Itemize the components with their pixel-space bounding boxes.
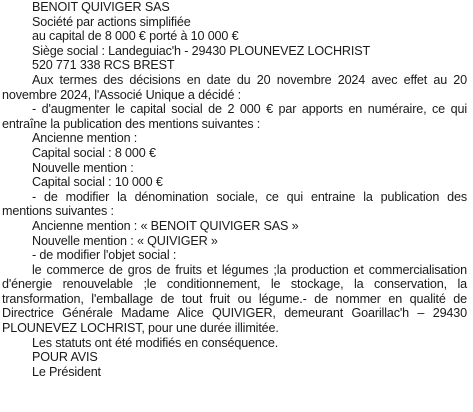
pour-avis: POUR AVIS	[32, 350, 98, 365]
capital-old-value: Capital social : 8 000 €	[32, 145, 156, 160]
object-text: le commerce de gros de fruits et légumes ;la production et commercialisation d'énergie renouvelable ;le conditionnement, le stockage, la conservation, la transformation, l'emballage de tout fruit ou légume.- de nommer en qualité de Directrice Générale Madame Alice QUIVIGER, demeurant Goarillac'h – 29430 PLOUNEVEZ LOCHRIST, pour une durée illimitée.	[2, 262, 467, 336]
registered-office: Siège social : Landeguiac'h - 29430 PLOUNEVEZ LOCHRIST	[32, 43, 371, 58]
object-decision: - de modifier l'objet social :	[32, 248, 177, 263]
capital-decision: - d'augmenter le capital social de 2 000 € par apports en numéraire, ce qui entraîne la publication des mentions suivantes :	[2, 102, 467, 131]
statutes-note: Les statuts ont été modifiés en conséquence.	[32, 335, 279, 350]
company-form: Société par actions simplifiée	[32, 14, 191, 29]
name-old-mention: Ancienne mention : « BENOIT QUIVIGER SAS »	[32, 218, 299, 233]
capital-new-value: Capital social : 10 000 €	[32, 175, 163, 190]
rcs-number: 520 771 338 RCS BREST	[32, 58, 175, 73]
name-decision: - de modifier la dénomination sociale, ce qui entraine la publication des mentions suivantes :	[2, 189, 467, 219]
signatory: Le Président	[32, 364, 101, 379]
capital-new-label: Nouvelle mention :	[32, 160, 134, 175]
intro-paragraph: Aux termes des décisions en date du 20 novembre 2024 avec effet au 20 novembre 2024, l'Associé Unique a décidé :	[2, 72, 467, 102]
name-new-mention: Nouvelle mention : « QUIVIGER »	[32, 233, 218, 248]
company-name: BENOIT QUIVIGER SAS	[32, 0, 170, 14]
company-capital: au capital de 8 000 € porté à 10 000 €	[32, 29, 239, 44]
capital-old-label: Ancienne mention :	[32, 131, 138, 146]
